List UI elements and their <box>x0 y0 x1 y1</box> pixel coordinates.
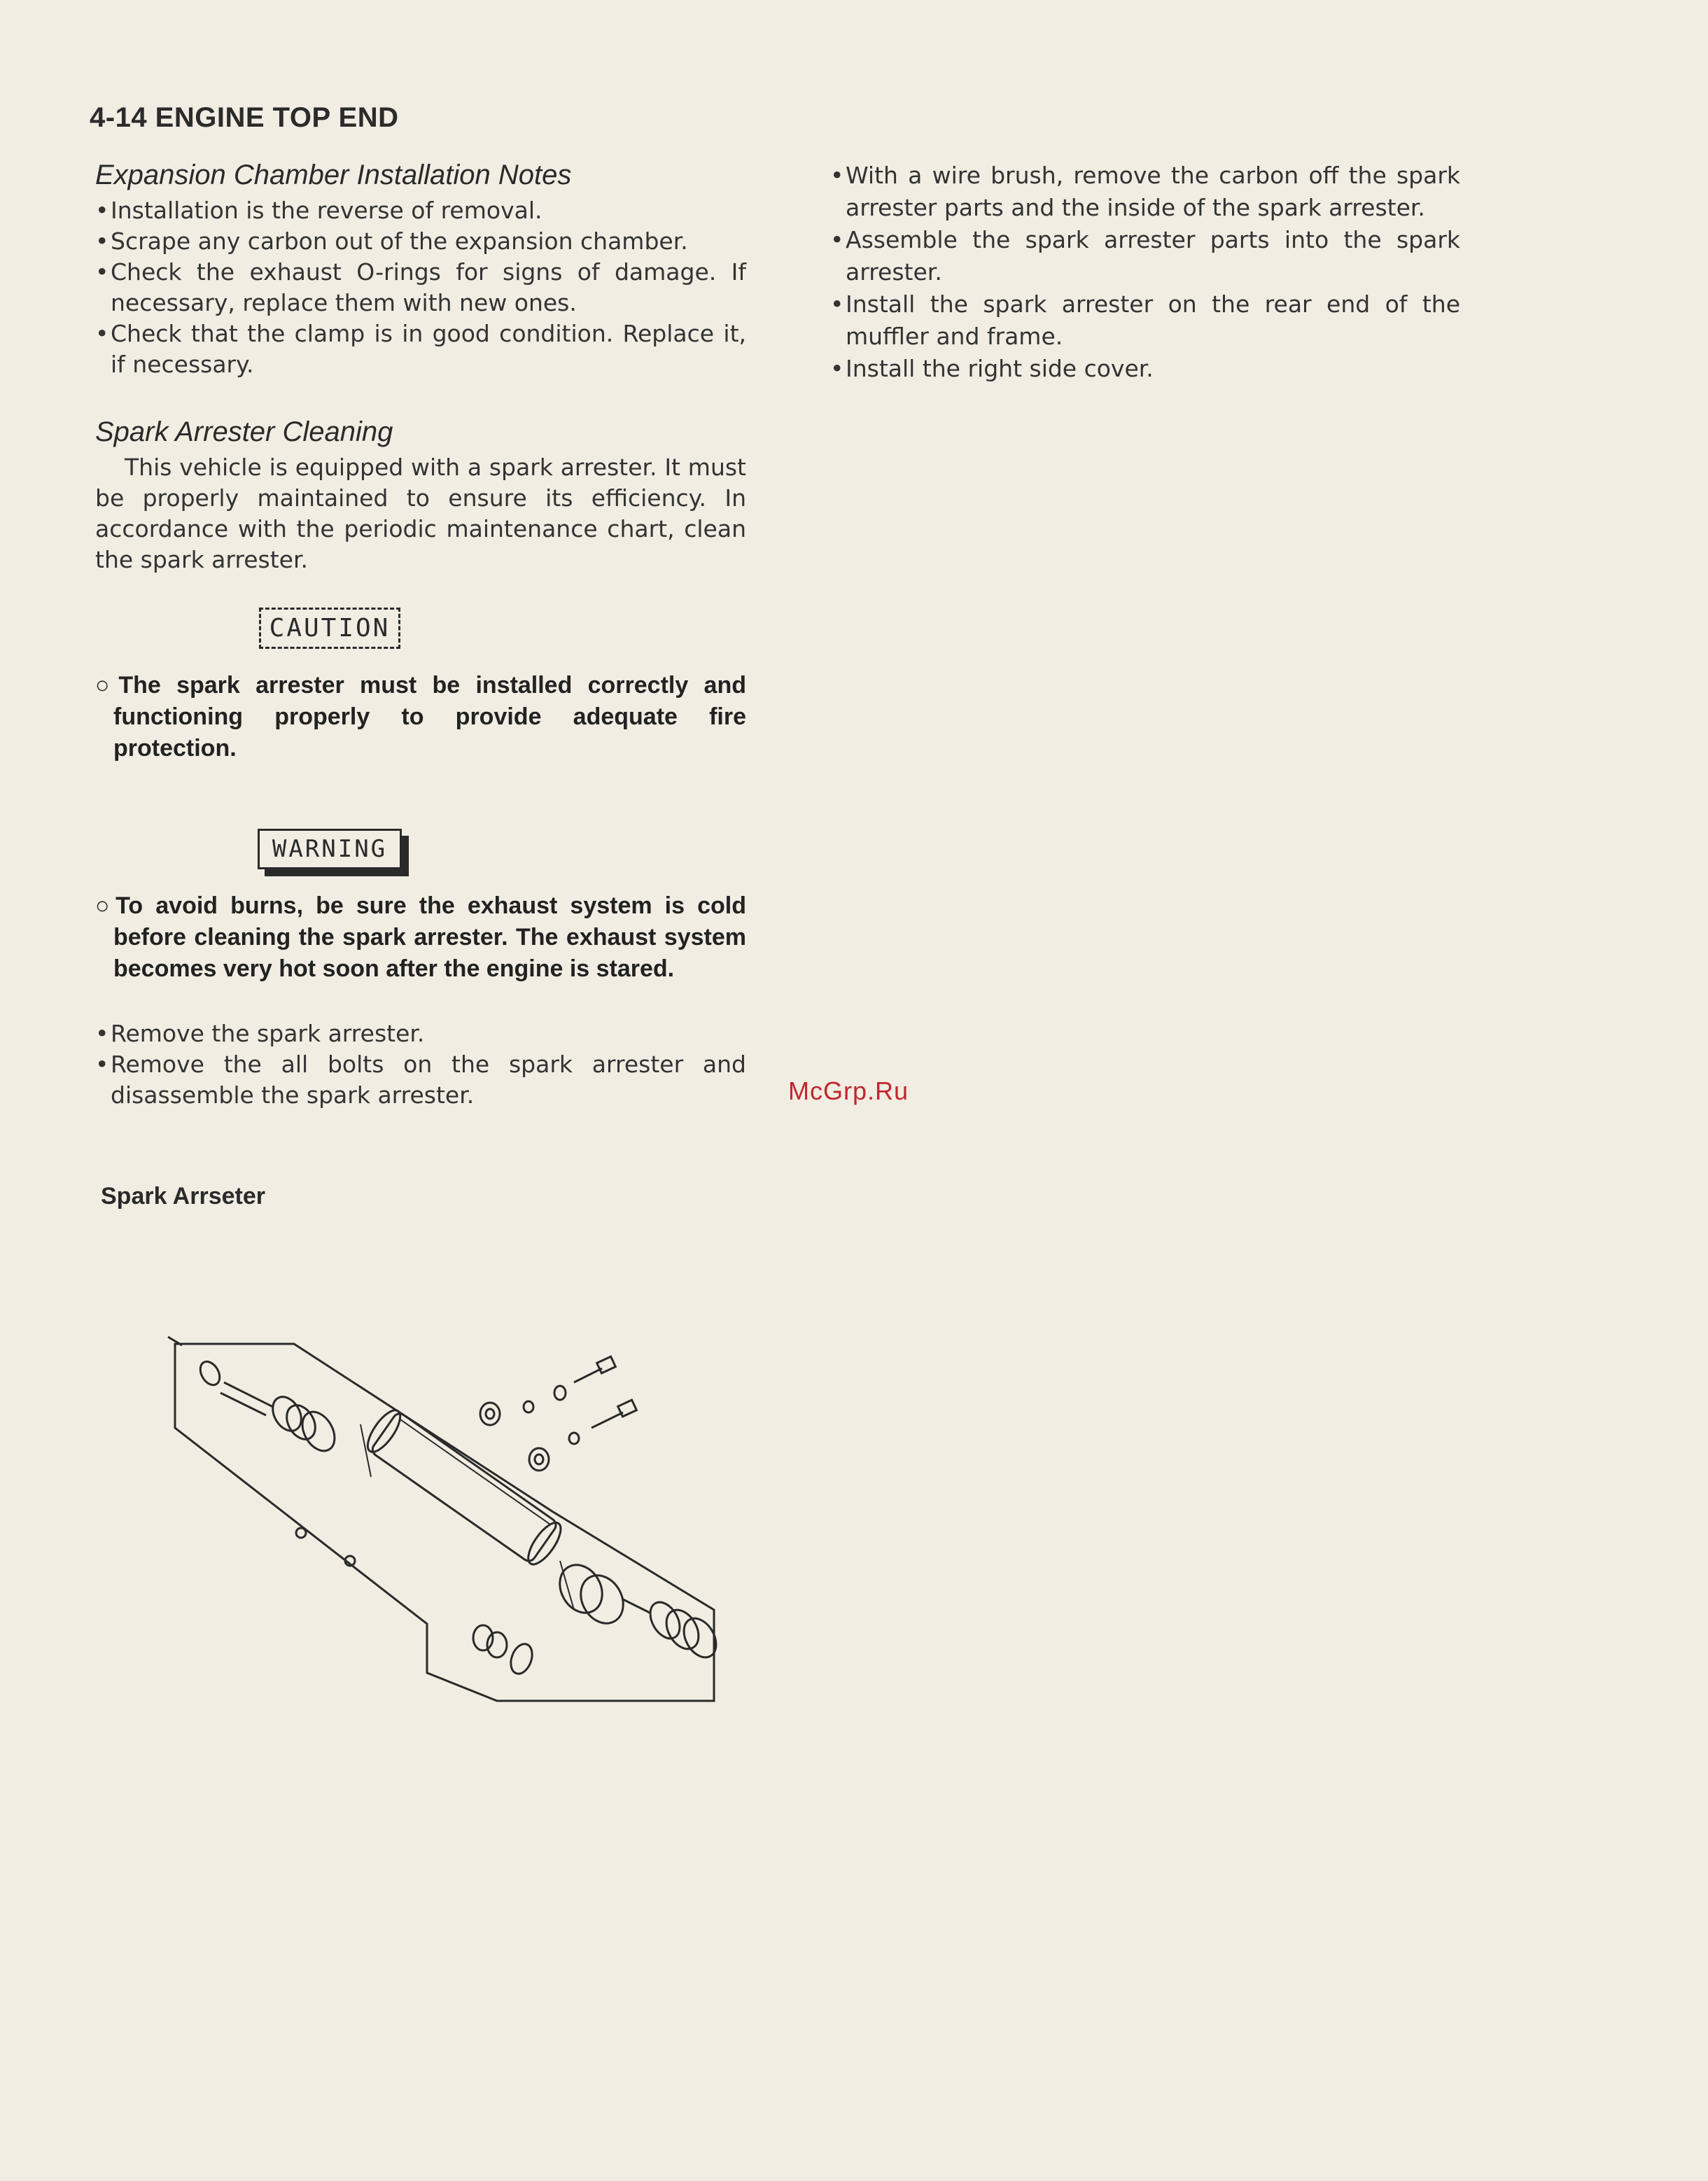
circle-bullet-icon: ○ <box>95 672 119 699</box>
right-parts <box>473 1557 722 1677</box>
list-item: • Assemble the spark arrester parts into the spark arrester. <box>830 224 1460 288</box>
circle-bullet-icon: ○ <box>95 892 116 919</box>
warning-badge: WARNING <box>258 829 402 869</box>
list-item: • Remove the all bolts on the spark arrester and disassemble the spark arrester. <box>95 1049 746 1111</box>
list-item: • Install the spark arrester on the rear end of the muffler and frame. <box>830 288 1460 353</box>
caution-badge: CAUTION <box>259 608 401 649</box>
spark-steps <box>95 1018 746 1111</box>
warning-text <box>95 890 746 985</box>
list-item: • With a wire brush, remove the carbon off the spark arrester parts and the inside of the spark arrester. <box>830 160 1460 224</box>
list-item: • Check that the clamp is in good condition. Replace it, if necessary. <box>95 318 746 380</box>
left-column <box>95 160 746 1111</box>
hardware-small <box>296 1356 636 1610</box>
figure-label: Spark Arrseter <box>101 1183 265 1209</box>
caution-body: The spark arrester must be installed correctly and functioning properly to provide adequate fire protection. <box>113 672 746 762</box>
spark-intro: This vehicle is equipped with a spark arrester. It must be properly maintained to ensure its efficiency. In accordance with the periodic maintenance chart, clean the spark arrester. <box>95 454 746 573</box>
list-item: • Scrape any carbon out of the expansion chamber. <box>95 226 746 257</box>
caution-wrap <box>4 608 655 649</box>
spark-arrester-diagram <box>161 1330 735 1725</box>
right-list <box>830 160 1460 385</box>
page-title: 4-14 ENGINE TOP END <box>90 102 399 133</box>
expansion-heading: Expansion Chamber Installation Notes <box>95 160 572 190</box>
caution-text <box>95 670 746 764</box>
list-item: • Check the exhaust O-rings for signs of damage. If necessary, replace them with new ones. <box>95 257 746 318</box>
list-item: • Install the right side cover. <box>830 353 1460 385</box>
list-item: • Installation is the reverse of removal. <box>95 195 746 226</box>
warning-wrap <box>4 829 655 869</box>
watermark: McGrp.Ru <box>788 1077 909 1105</box>
spark-heading: Spark Arrester Cleaning <box>95 416 393 447</box>
left-parts <box>197 1358 342 1457</box>
arrester-body <box>362 1405 566 1569</box>
list-item: • Remove the spark arrester. <box>95 1018 746 1049</box>
warning-body: To avoid burns, be sure the exhaust system is cold before cleaning the spark arrester. The exhaust system becomes very hot soon after the engine is stared. <box>113 892 746 982</box>
expansion-list <box>95 195 746 380</box>
right-column <box>830 160 1460 385</box>
